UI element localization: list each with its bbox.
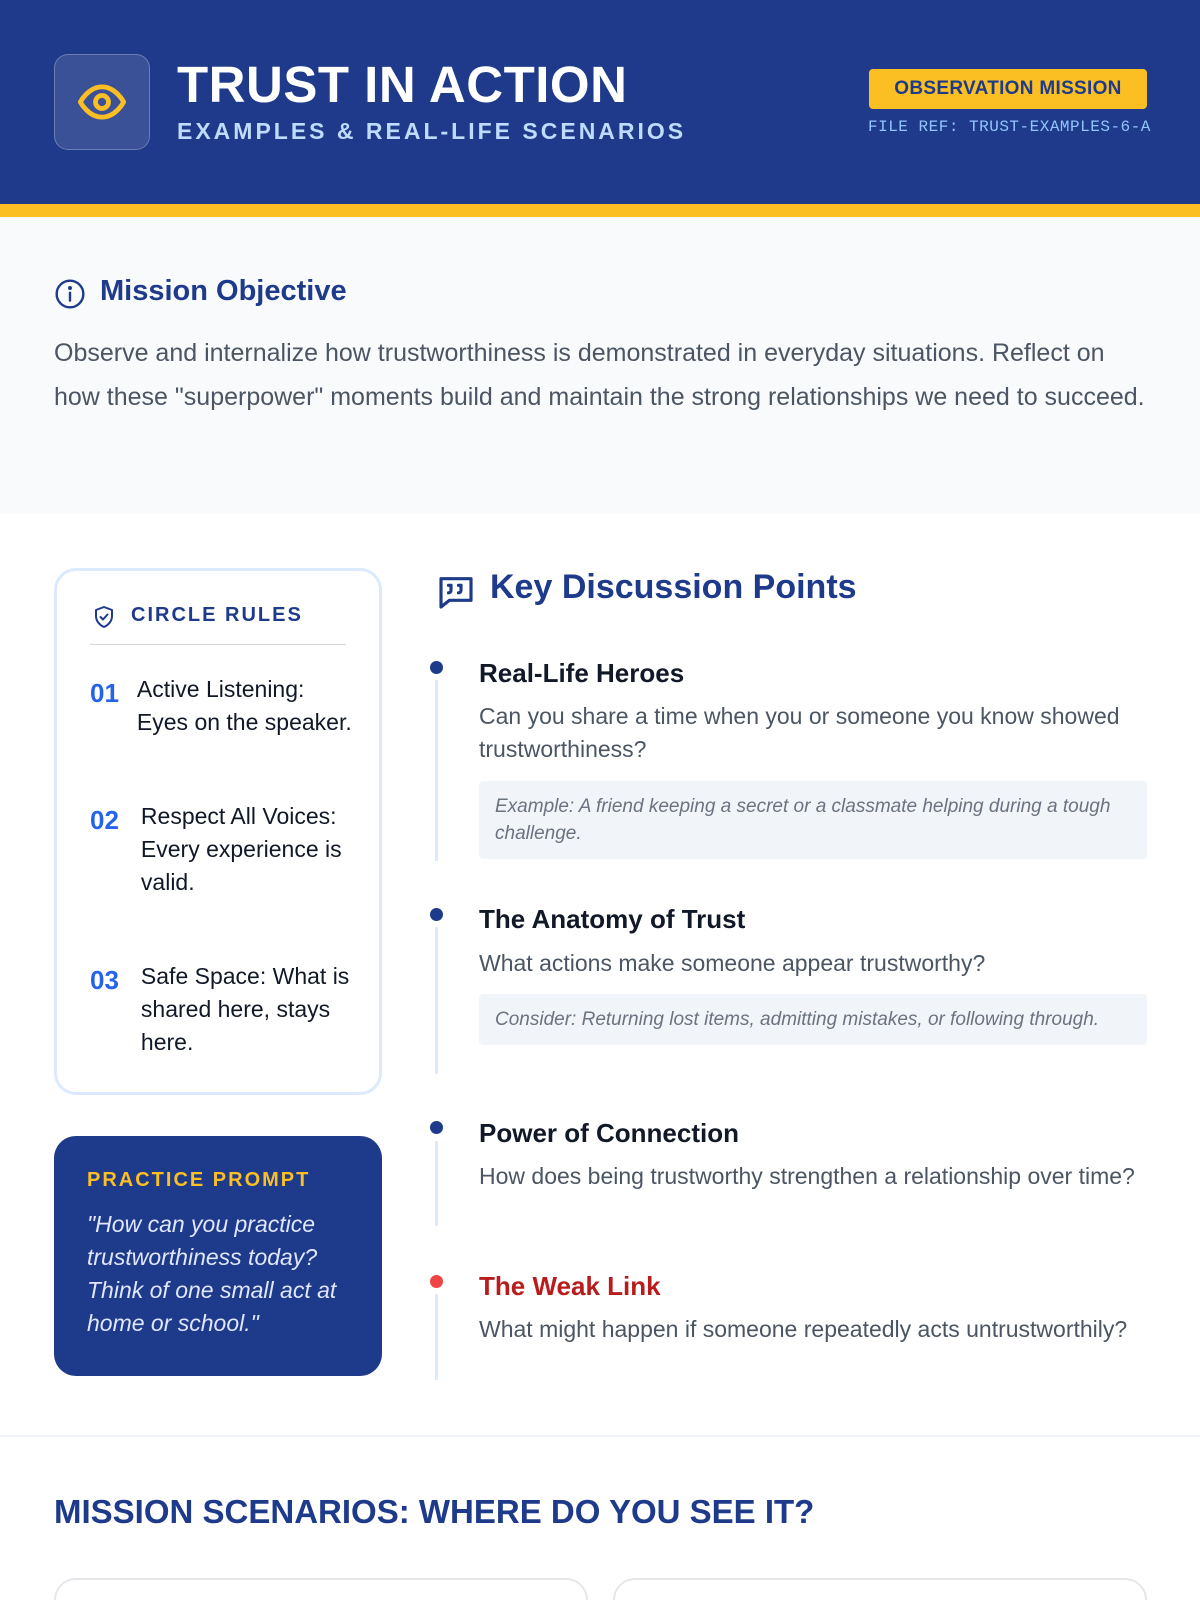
rule-number: 01 — [90, 678, 119, 708]
timeline-dot-alert — [430, 1275, 443, 1288]
timeline-line — [435, 1141, 438, 1226]
objective-title: Mission Objective — [100, 275, 347, 307]
rule-item — [90, 960, 356, 1059]
point-question: How does being trustworthy strengthen a relationship over time? — [479, 1163, 1135, 1189]
point-title: Real-Life Heroes — [479, 658, 685, 688]
info-icon — [54, 278, 86, 310]
timeline-line — [435, 1294, 438, 1380]
point-title: Power of Connection — [479, 1118, 739, 1148]
point-title-alert: The Weak Link — [479, 1271, 661, 1301]
practice-prompt-title: PRACTICE PROMPT — [87, 1169, 311, 1191]
timeline-dot — [430, 1121, 443, 1134]
scenario-card — [613, 1578, 1147, 1600]
practice-prompt-text: "How can you practice trustworthiness today? Think of one small act at home or school." — [87, 1211, 337, 1336]
eye-icon — [76, 76, 128, 128]
quote-bubble-icon — [436, 572, 476, 612]
page-title: TRUST IN ACTION — [177, 56, 628, 113]
rule-text: Safe Space: What is shared here, stays here. — [140, 963, 350, 1055]
timeline-line — [435, 680, 438, 861]
mission-badge: OBSERVATION MISSION — [869, 69, 1147, 109]
discussion-title: Key Discussion Points — [490, 568, 857, 606]
section-divider — [0, 1435, 1200, 1437]
rule-number: 02 — [90, 805, 119, 835]
rule-item — [90, 673, 356, 739]
point-note: Consider: Returning lost items, admitting mistakes, or following through. — [479, 994, 1147, 1045]
rules-divider — [90, 644, 346, 645]
point-question: What actions make someone appear trustworthy? — [479, 950, 986, 976]
file-reference: FILE REF: TRUST-EXAMPLES-6-A — [868, 118, 1151, 136]
shield-check-icon — [92, 605, 116, 629]
header-accent-stripe — [0, 204, 1200, 217]
circle-rules-title: CIRCLE RULES — [131, 604, 303, 626]
rule-text: Respect All Voices: Every experience is valid. — [140, 803, 342, 895]
timeline-line — [435, 927, 438, 1074]
page-subtitle: EXAMPLES & REAL-LIFE SCENARIOS — [177, 118, 687, 144]
rule-number: 03 — [90, 965, 119, 995]
point-note: Example: A friend keeping a secret or a classmate helping during a tough challenge. — [479, 781, 1147, 859]
point-title: The Anatomy of Trust — [479, 904, 746, 934]
timeline-dot — [430, 661, 443, 674]
rule-text: Active Listening: Eyes on the speaker. — [136, 676, 352, 735]
scenario-card — [54, 1578, 588, 1600]
logo-tile — [54, 54, 150, 150]
point-question: Can you share a time when you or someone you know showed trustworthiness? — [479, 703, 1120, 762]
scenarios-title: MISSION SCENARIOS: WHERE DO YOU SEE IT? — [54, 1493, 815, 1530]
point-question: What might happen if someone repeatedly acts untrustworthily? — [479, 1316, 1128, 1342]
rule-item — [90, 800, 356, 899]
objective-text: Observe and internalize how trustworthiness is demonstrated in everyday situations. Reflect on how these "superpower" moments build and maintain the strong relationships we need to succeed. — [54, 339, 1145, 411]
timeline-dot — [430, 908, 443, 921]
